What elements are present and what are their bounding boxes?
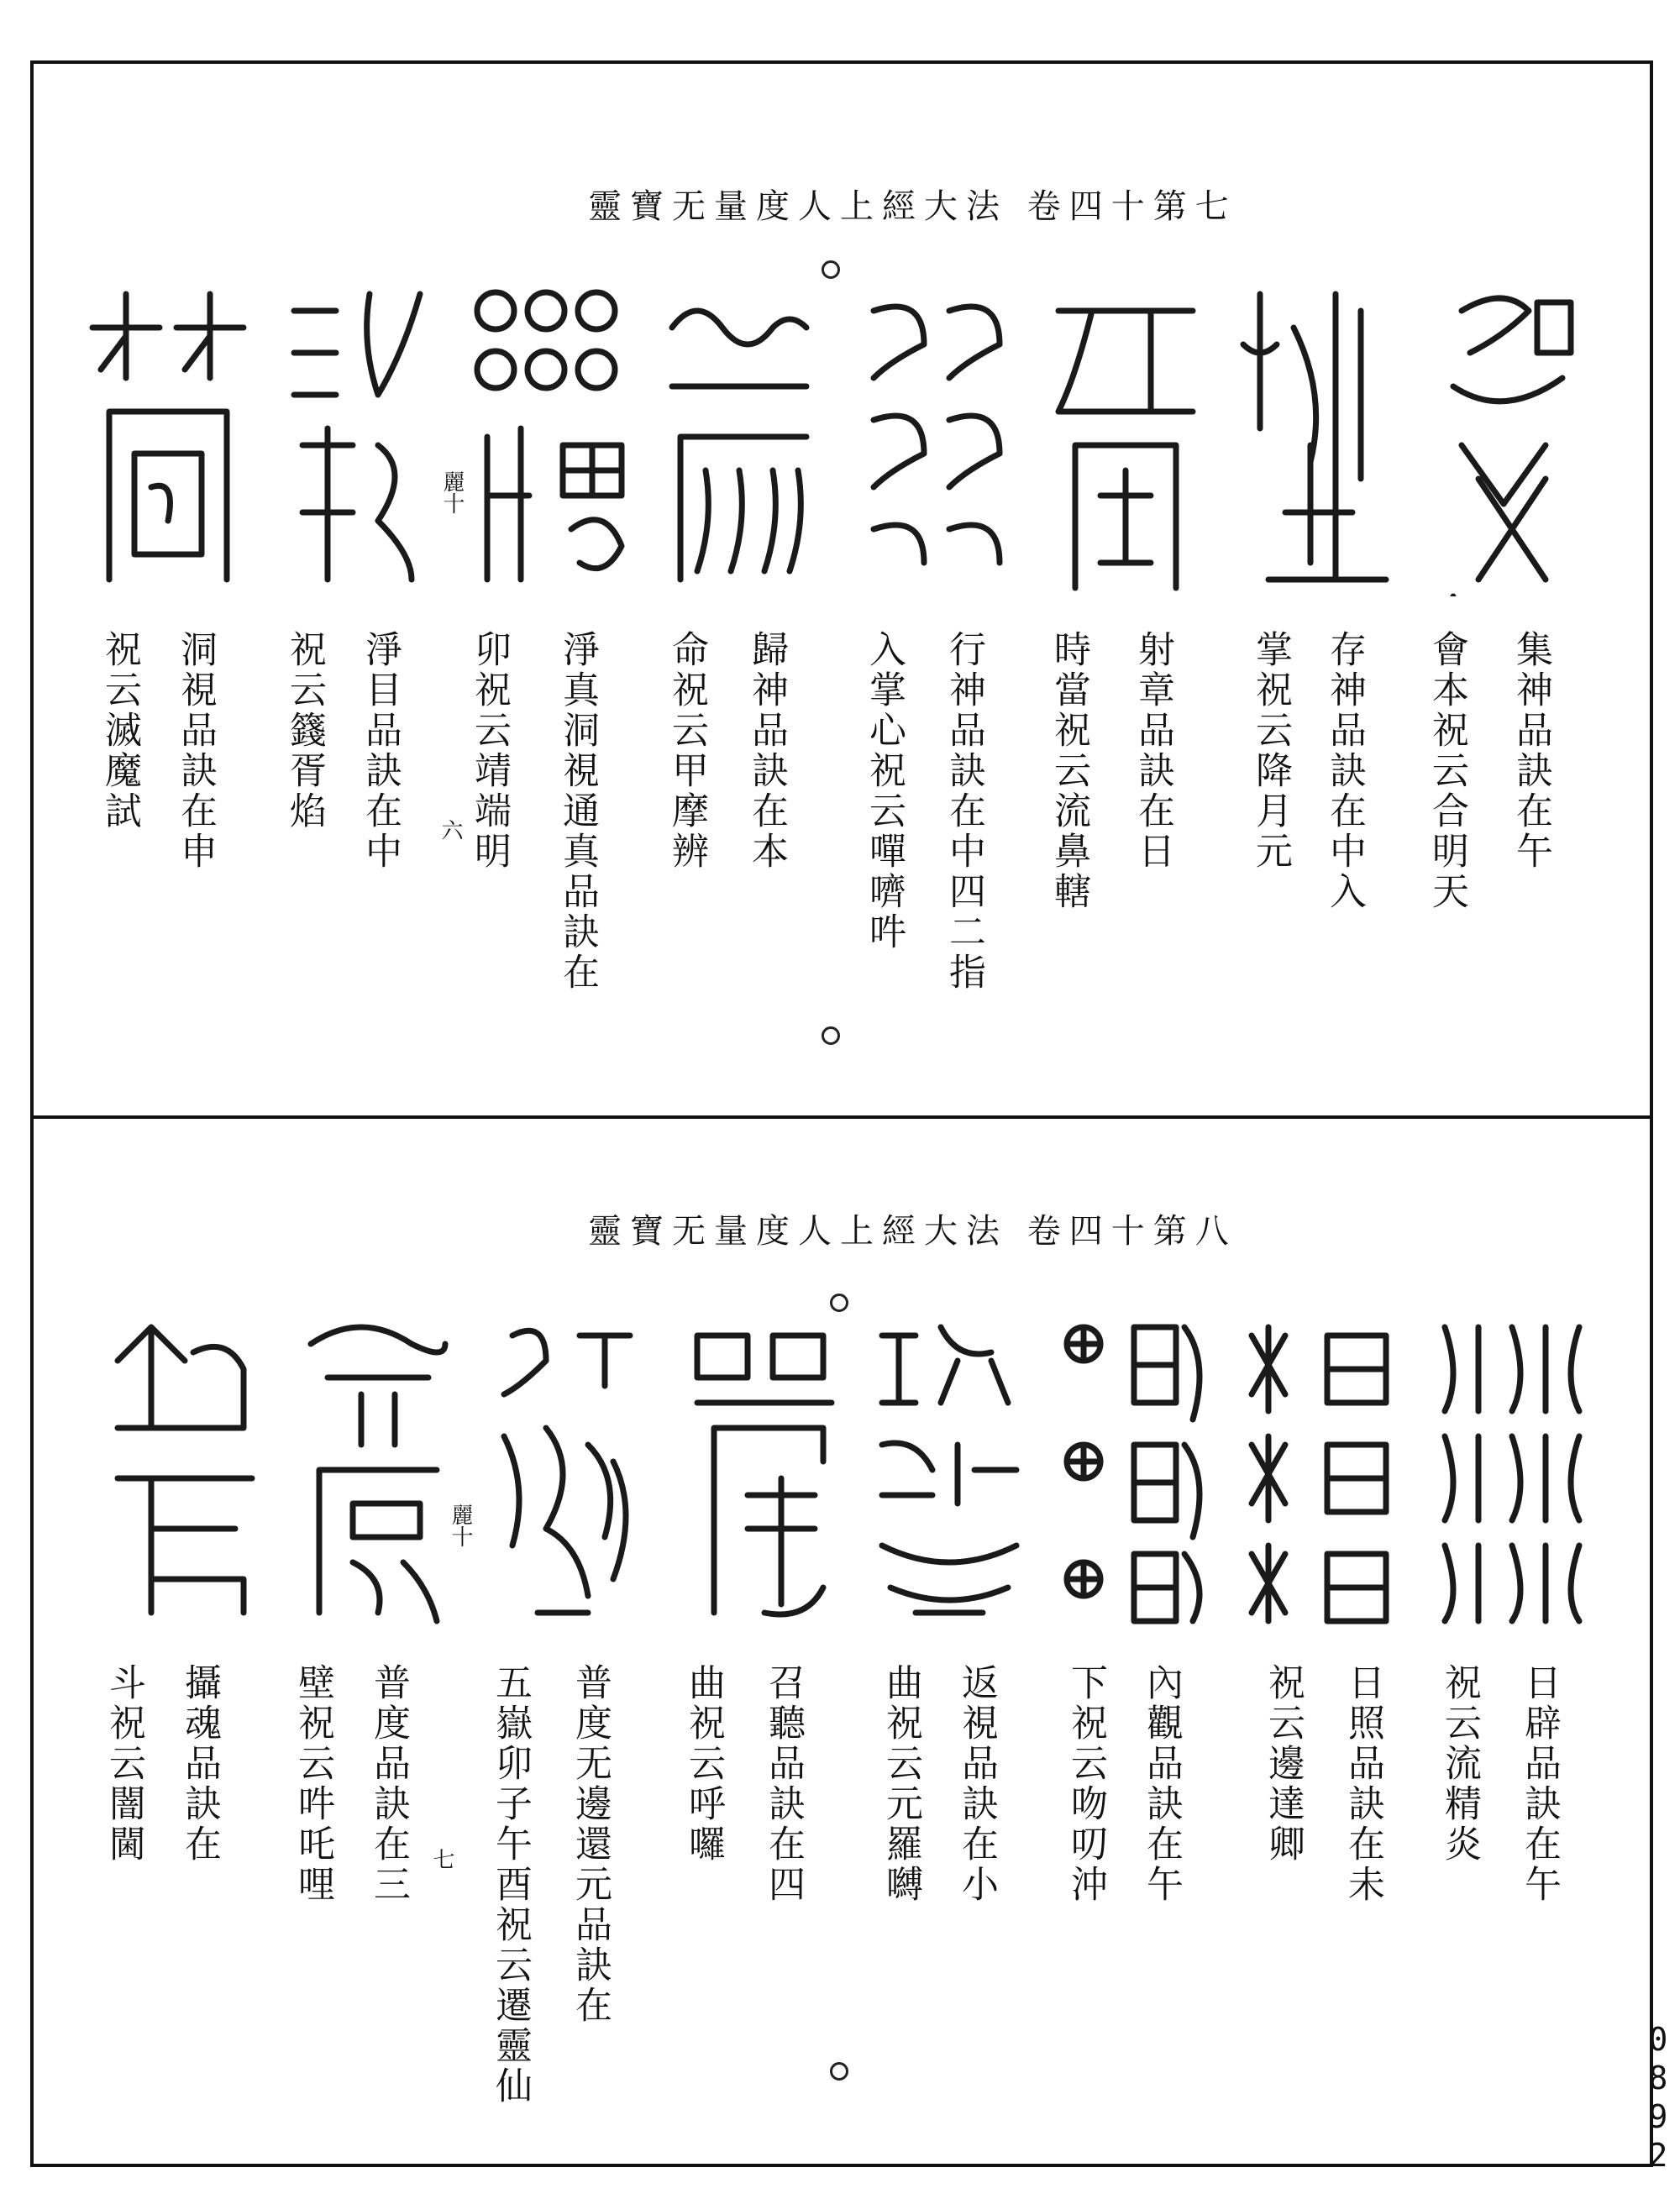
text-column: 集神品訣在午: [1509, 630, 1552, 872]
glyph-note: 麗十: [448, 1504, 473, 1547]
text-column: 祝云滅魔試: [98, 630, 141, 832]
text-column: 淨目品訣在中: [359, 630, 402, 872]
seal-glyph: [1428, 277, 1596, 596]
text-column: 祝云邊達卿: [1262, 1663, 1305, 1865]
glyph-note: 麗十: [439, 470, 465, 514]
text-column: 攝魂品訣在: [178, 1663, 221, 1865]
text-column: 壁祝云吽吒哩: [291, 1663, 334, 1905]
seal-glyph: [487, 1310, 655, 1630]
text-column: 射章品訣在日: [1131, 630, 1174, 872]
text-column: 時當祝云流鼻轄: [1047, 630, 1090, 912]
seal-glyph: [1042, 277, 1210, 596]
seal-glyph: [680, 1310, 848, 1630]
section-divider: [30, 1115, 1653, 1119]
binding-hole: [830, 2062, 848, 2081]
text-column: 祝云籛胥焰: [283, 630, 326, 832]
marginal-note: 六: [438, 819, 463, 841]
text-column: 卯祝云靖端明: [468, 630, 511, 872]
seal-glyph: [655, 277, 823, 596]
text-column: 會本祝云合明天: [1425, 630, 1468, 912]
text-column: 返視品訣在小: [955, 1663, 998, 1905]
text-column: 斗祝云闇閫: [102, 1663, 145, 1865]
text-column: 普度品訣在三: [367, 1663, 410, 1905]
text-column: 曲祝云元羅嚩: [879, 1663, 922, 1905]
text-column: 曲祝云呼囉: [682, 1663, 725, 1865]
seal-glyph: [848, 277, 1016, 596]
text-column: 祝云流精炎: [1438, 1663, 1481, 1865]
binding-hole: [822, 1026, 840, 1045]
seal-glyph: [470, 277, 638, 596]
seal-glyph: [865, 1310, 1033, 1630]
text-column: 日辟品訣在午: [1518, 1663, 1561, 1905]
binding-hole: [822, 260, 840, 279]
text-column: 歸神品訣在本: [745, 630, 788, 872]
seal-glyph: [1428, 1310, 1596, 1630]
text-column: 存神品訣在中入: [1323, 630, 1366, 912]
text-column: 淨真洞視通真品訣在: [556, 630, 599, 993]
text-column: 入掌心祝云嘽嚌吽: [863, 630, 906, 953]
bottom-header: 靈寶无量度人上經大法 卷四十第八: [588, 1212, 1237, 1251]
page-frame: [30, 60, 1653, 2167]
top-header: 靈寶无量度人上經大法 卷四十第七: [588, 187, 1237, 226]
text-column: 內觀品訣在午: [1140, 1663, 1183, 1905]
seal-glyph: [1235, 277, 1403, 596]
text-column: 普度无邊還元品訣在: [569, 1663, 612, 2026]
text-column: 五嶽卯子午酉祝云遷靈仙: [489, 1663, 532, 2107]
text-column: 洞視品訣在申: [174, 630, 217, 872]
text-column: 命祝云甲摩辨: [665, 630, 708, 872]
seal-glyph: [277, 277, 445, 596]
text-column: 行神品訣在中四二指: [942, 630, 985, 993]
seal-glyph: [294, 1310, 462, 1630]
seal-glyph: [84, 277, 252, 596]
text-column: 掌祝云降月元: [1249, 630, 1292, 872]
binding-hole: [830, 1294, 848, 1312]
seal-glyph: [1243, 1310, 1411, 1630]
page-number: 0892: [1640, 2021, 1677, 2175]
text-column: 下祝云吻叨沖: [1064, 1663, 1107, 1905]
text-column: 日照品訣在未: [1341, 1663, 1384, 1905]
marginal-note: 七: [429, 1848, 454, 1870]
seal-glyph: [101, 1310, 269, 1630]
text-column: 召聽品訣在四: [762, 1663, 805, 1905]
seal-glyph: [1058, 1310, 1226, 1630]
